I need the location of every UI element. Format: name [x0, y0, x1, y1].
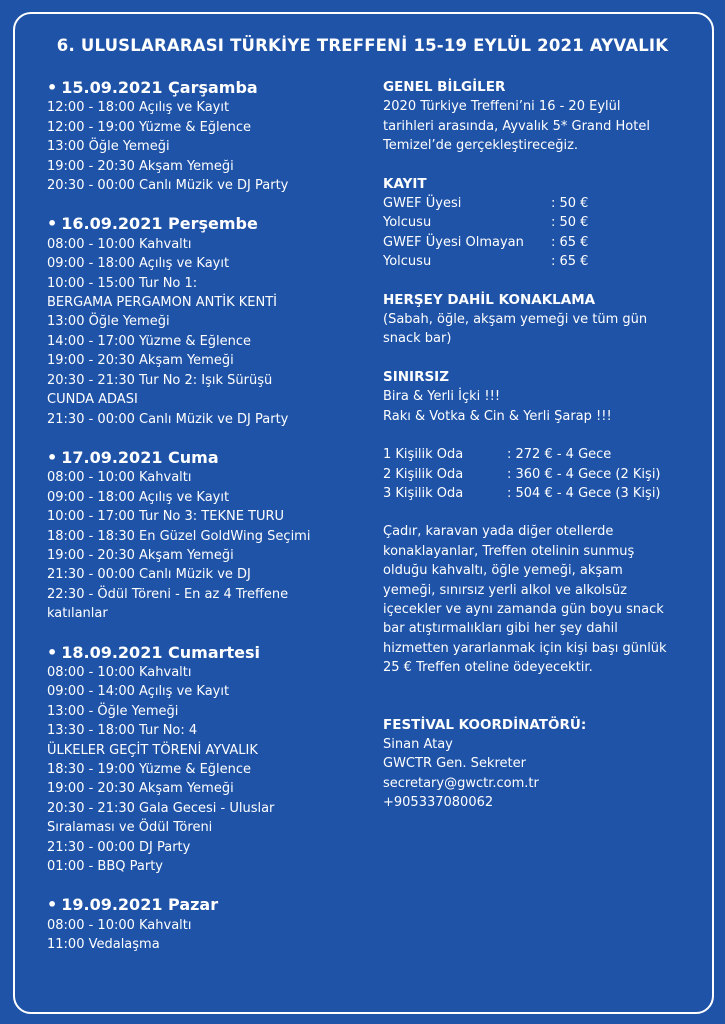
schedule-item: ÜLKELER GEÇİT TÖRENİ AYVALIK	[47, 742, 258, 758]
schedule-item: katılanlar	[47, 606, 108, 622]
room-label: 1 Kişilik Oda	[383, 447, 464, 463]
price-value: : 65 €	[551, 234, 589, 250]
info-line: Temizel’de gerçekleştireceğiz.	[383, 138, 579, 154]
schedule-item: 19:00 - 20:30 Akşam Yemeği	[47, 781, 234, 797]
schedule-item: 13:00 Öğle Yemeği	[47, 314, 170, 330]
info-line: (Sabah, öğle, akşam yemeği ve tüm gün	[383, 312, 648, 328]
info-line: konaklayanlar, Treffen otelinin sunmuş	[383, 543, 635, 559]
schedule-item: BERGAMA PERGAMON ANTİK KENTİ	[47, 295, 278, 311]
info-line: içecekler ve aynı zamanda gün boyu snack	[383, 601, 664, 617]
info-line: olduğu kahvaltı, öğle yemeği, akşam	[383, 563, 623, 579]
info-line: tarihleri arasında, Ayvalık 5* Grand Hotel	[383, 118, 650, 134]
price-label: Yolcusu	[383, 254, 432, 270]
day-heading	[47, 78, 367, 97]
info-line: yemeği, sınırsız yerli alkol ve alkolsüz	[383, 582, 628, 598]
day-block	[47, 643, 367, 877]
schedule-item: 13:00 Öğle Yemeği	[47, 139, 170, 155]
coordinator-name: Sinan Atay	[383, 736, 453, 752]
schedule-item: 11:00 Vedalaşma	[47, 937, 160, 953]
schedule-item: 18:00 - 18:30 En Güzel GoldWing Seçimi	[47, 528, 311, 544]
schedule-column	[47, 78, 367, 955]
coordinator-role: GWCTR Gen. Sekreter	[383, 756, 526, 772]
schedule-item: 12:00 - 18:00 Açılış ve Kayıt	[47, 100, 230, 116]
bullet: •	[47, 447, 58, 467]
page-title: 6. ULUSLARARASI TÜRKİYE TREFFENİ 15-19 EYLÜL 2021 AYVALIK	[56, 36, 669, 55]
coordinator-phone: +905337080062	[383, 795, 494, 811]
bullet: •	[47, 895, 58, 915]
price-row	[383, 233, 703, 252]
section-heading: HERŞEY DAHİL KONAKLAMA	[383, 291, 596, 308]
day-date: 18.09.2021 Cumartesi	[61, 642, 261, 662]
price-label: GWEF Üyesi	[383, 196, 462, 212]
section-heading: KAYIT	[383, 175, 427, 192]
schedule-item: 08:00 - 10:00 Kahvaltı	[47, 664, 192, 680]
day-block	[47, 895, 367, 954]
schedule-item: 01:00 - BBQ Party	[47, 859, 163, 875]
schedule-item: Sıralaması ve Ödül Töreni	[47, 820, 213, 836]
day-heading	[47, 448, 367, 467]
schedule-item: 13:00 - Öğle Yemeği	[47, 703, 179, 719]
day-date: 16.09.2021 Perşembe	[61, 214, 258, 234]
price-value: : 50 €	[551, 215, 589, 231]
note-section	[383, 522, 703, 677]
registration-section	[383, 175, 703, 272]
schedule-item: 09:00 - 18:00 Açılış ve Kayıt	[47, 256, 230, 272]
schedule-item: 10:00 - 17:00 Tur No 3: TEKNE TURU	[47, 509, 285, 525]
schedule-item: 21:30 - 00:00 DJ Party	[47, 839, 191, 855]
schedule-item: 13:30 - 18:00 Tur No: 4	[47, 723, 198, 739]
schedule-item: 08:00 - 10:00 Kahvaltı	[47, 917, 192, 933]
day-date: 15.09.2021 Çarşamba	[61, 78, 258, 97]
coordinator-section	[383, 716, 703, 813]
schedule-item: 21:30 - 00:00 Canlı Müzik ve DJ Party	[47, 411, 289, 427]
section-heading: GENEL BİLGİLER	[383, 79, 506, 95]
schedule-item: 08:00 - 10:00 Kahvaltı	[47, 236, 192, 252]
schedule-item: CUNDA ADASI	[47, 392, 138, 408]
price-label: Yolcusu	[383, 215, 432, 231]
info-line: bar atıştırmalıkları gibi her şey dahil	[383, 621, 618, 637]
info-line: snack bar)	[383, 331, 452, 347]
schedule-item: 20:30 - 00:00 Canlı Müzik ve DJ Party	[47, 178, 289, 194]
schedule-item: 18:30 - 19:00 Yüzme & Eğlence	[47, 762, 252, 777]
price-label: GWEF Üyesi Olmayan	[383, 234, 524, 250]
day-block	[47, 448, 367, 624]
schedule-item: 19:00 - 20:30 Akşam Yemeği	[47, 353, 234, 369]
day-heading	[47, 895, 367, 914]
room-row	[383, 465, 703, 484]
schedule-item: 19:00 - 20:30 Akşam Yemeği	[47, 547, 234, 563]
day-block	[47, 214, 367, 428]
day-block	[47, 78, 367, 195]
room-value: : 504 € - 4 Gece (3 Kişi)	[507, 485, 661, 501]
day-heading	[47, 214, 367, 233]
schedule-item: 09:00 - 14:00 Açılış ve Kayıt	[47, 684, 230, 700]
room-value: : 360 € - 4 Gece (2 Kişi)	[507, 466, 661, 482]
price-value: : 65 €	[551, 254, 589, 270]
room-value: : 272 € - 4 Gece	[507, 447, 612, 463]
day-date: 19.09.2021 Pazar	[61, 895, 219, 915]
schedule-item: 22:30 - Ödül Töreni - En az 4 Treffene	[47, 586, 289, 602]
info-line: Rakı & Votka & Cin & Yerli Şarap !!!	[383, 408, 612, 424]
general-info-section	[383, 78, 703, 156]
info-line: 2020 Türkiye Treffeni’ni 16 - 20 Eylül	[383, 99, 621, 115]
schedule-item: 09:00 - 18:00 Açılış ve Kayıt	[47, 489, 230, 505]
room-label: 2 Kişilik Oda	[383, 466, 464, 482]
section-heading: FESTİVAL KOORDİNATÖRÜ:	[383, 716, 587, 733]
schedule-item: 10:00 - 15:00 Tur No 1:	[47, 275, 198, 291]
info-line: hizmetten yararlanmak için kişi başı günlük	[383, 640, 667, 656]
info-line: Bira & Yerli İçki !!!	[383, 389, 501, 405]
info-line: Çadır, karavan yada diğer otellerde	[383, 524, 614, 540]
schedule-item: 08:00 - 10:00 Kahvaltı	[47, 470, 192, 486]
coordinator-email: secretary@gwctr.com.tr	[383, 775, 539, 791]
info-column	[383, 78, 703, 813]
bullet: •	[47, 78, 58, 97]
schedule-item: 20:30 - 21:30 Gala Gecesi - Uluslar	[47, 800, 275, 816]
price-row	[383, 252, 703, 271]
price-row	[383, 213, 703, 232]
info-line: 25 € Treffen oteline ödeyecektir.	[383, 660, 593, 676]
section-heading: SINIRSIZ	[383, 368, 449, 385]
schedule-item: 19:00 - 20:30 Akşam Yemeği	[47, 158, 234, 174]
all-inclusive-section	[383, 291, 703, 349]
room-row	[383, 445, 703, 464]
day-heading	[47, 643, 367, 662]
schedule-item: 21:30 - 00:00 Canlı Müzik ve DJ	[47, 567, 251, 583]
price-value: : 50 €	[551, 196, 589, 212]
price-row	[383, 194, 703, 213]
bullet: •	[47, 214, 58, 234]
schedule-item: 20:30 - 21:30 Tur No 2: Işık Sürüşü	[47, 372, 273, 388]
schedule-item: 12:00 - 19:00 Yüzme & Eğlence	[47, 119, 252, 135]
day-date: 17.09.2021 Cuma	[61, 447, 219, 467]
room-prices-section	[383, 445, 703, 503]
bullet: •	[47, 642, 58, 662]
unlimited-section	[383, 368, 703, 426]
schedule-item: 14:00 - 17:00 Yüzme & Eğlence	[47, 333, 252, 349]
room-row	[383, 484, 703, 503]
room-label: 3 Kişilik Oda	[383, 485, 464, 501]
